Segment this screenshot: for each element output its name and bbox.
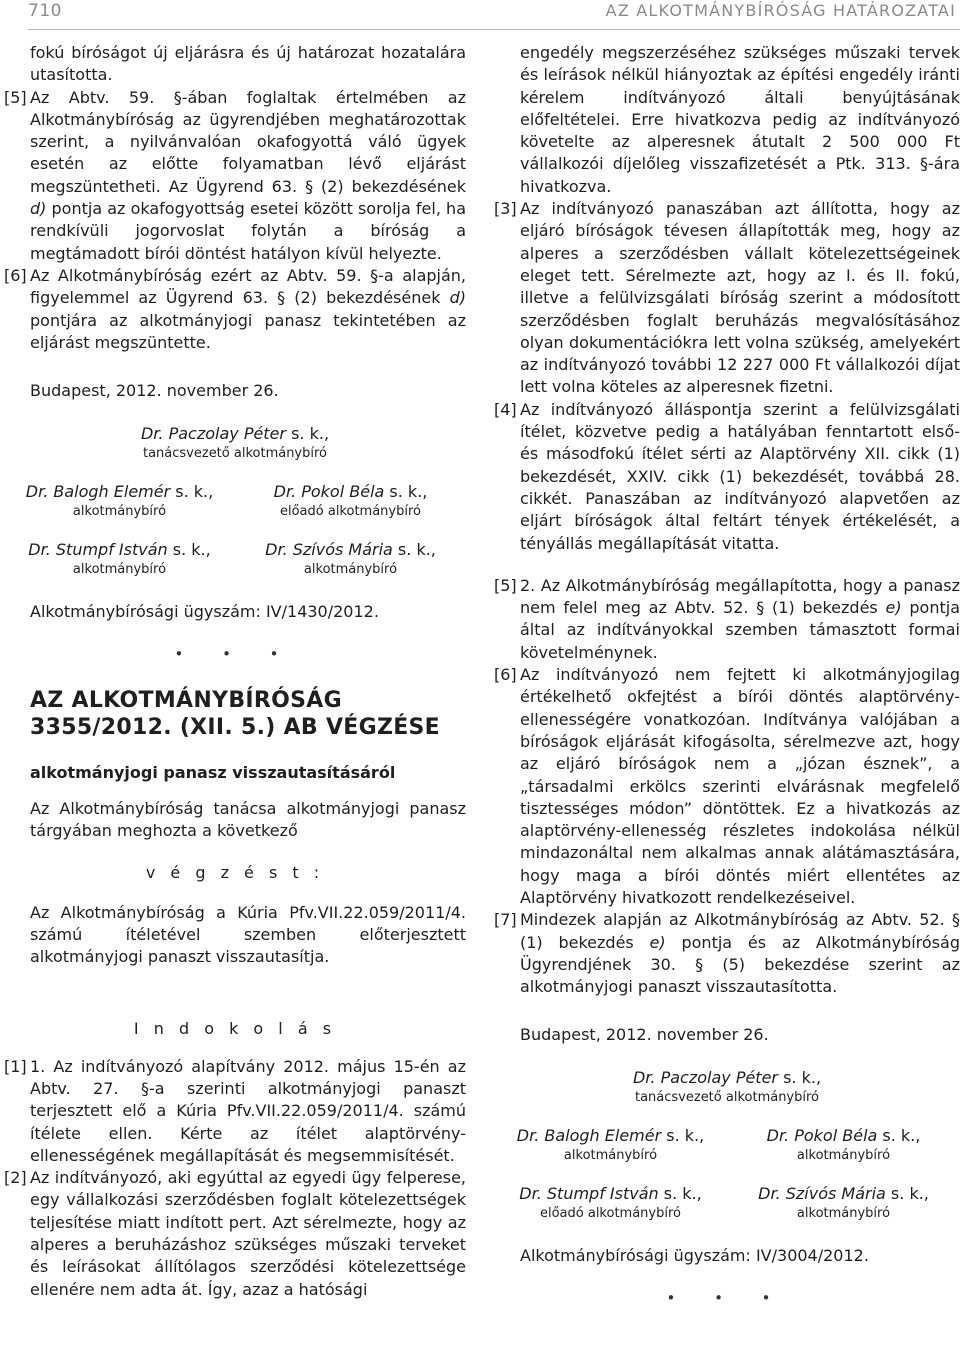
- paragraph-marker: [5]: [4, 87, 27, 107]
- header-rule: [28, 29, 960, 30]
- paragraph-marker: [7]: [494, 910, 517, 930]
- section-title-indokolas: I n d o k o l á s: [133, 1018, 337, 1038]
- continued-text: engedély megszerzéséhez szükséges műszaki tervek és leírások nélkül hiányoztak az építési engedély iránti kérelem indítványozó általi benyújtásának előfeltételei. Erre hivatkozva pedig az indítványozó követelte az alperesnek átutalt 2 500 000 Ft vállalkozói díjelőleg visszafizetését a Ptk. 313. §-ára hivatkozva.: [520, 43, 960, 196]
- paragraph-7: [7] Mindezek alapján az Alkotmánybíróság az Abtv. 52. § (1) bekezdés e) pontja és az Alkotmánybíróság Ügyrendjének 30. § (5) bekezdése szerint az alkotmányjogi panaszt visszautasította.: [494, 910, 960, 997]
- signature-judge: Dr. Szívós Mária s. k., alkotmánybíró: [758, 1184, 929, 1222]
- paragraph-marker: [6]: [4, 265, 27, 285]
- signature-block: [4, 424, 466, 580]
- case-number: Alkotmánybírósági ügyszám: IV/3004/2012.: [520, 1246, 869, 1266]
- signature-judge: Dr. Balogh Elemér s. k., alkotmánybíró: [516, 1126, 705, 1164]
- paragraph-marker: [5]: [494, 575, 517, 595]
- decision-text: Az Alkotmánybíróság a Kúria Pfv.VII.22.059/2011/4. számú ítéletével szemben előterjesztett alkotmányjogi panaszt visszautasítja.: [30, 902, 466, 967]
- section-separator: • • •: [174, 645, 296, 664]
- left-column: [4, 42, 466, 1301]
- signature-chair: Dr. Paczolay Péter s. k., tanácsvezető alkotmánybíró: [140, 424, 330, 462]
- paragraph-marker: [4]: [494, 399, 517, 419]
- signature-judge: Dr. Balogh Elemér s. k., alkotmánybíró: [25, 482, 214, 520]
- right-column: [494, 42, 960, 1307]
- signature-block: [494, 1068, 960, 1224]
- date-line: Budapest, 2012. november 26.: [520, 1025, 769, 1045]
- paragraph-6: [6] Az Alkotmánybíróság ezért az Abtv. 59. §-a alapján, figyelemmel az Ügyrend 63. § (2) bekezdésének d) pontjára az alkotmányjogi panasz tekintetében az eljárást megszüntette.: [4, 265, 466, 352]
- signature-judge: Dr. Pokol Béla s. k., alkotmánybíró: [766, 1126, 921, 1164]
- section-separator: • • •: [666, 1289, 788, 1308]
- running-title: AZ ALKOTMÁNYBÍRÓSÁG HATÁROZATAI: [605, 1, 956, 20]
- paragraph-5: [5] 2. Az Alkotmánybíróság megállapította, hogy a panasz nem felel meg az Abtv. 52. § (1) bekezdés e) pontja által az indítványokkal szemben támasztott formai követelménynek.: [494, 575, 960, 662]
- paragraph-6: [6] Az indítványozó nem fejtett ki alkotmányjogilag értékelhető okfejtést a bírói döntés alaptörvény-ellenességére vonatkozóan. Indítványa valójában a bíróságok eljárását kifogásolta, sérelmezve azt, hogy az eljáró bíróságok nem a „józan észnek”, a „társadalmi erkölcs szerinti elvárásnak megfelelő tisztességes módon” döntöttek. Ez a hivatkozás az alaptörvény-ellenesség részletes indokolása nélkül mindazonáltal nem alkalmas annak alátámasztására, hogy maga a bírói döntés miért ellentétes az Alaptörvény hivatkozott rendelkezéseivel.: [494, 665, 960, 907]
- continued-text: fokú bíróságot új eljárásra és új határozat hozatalára utasította.: [30, 43, 466, 85]
- page-header: [0, 0, 960, 30]
- signature-judge: Dr. Szívós Mária s. k., alkotmánybíró: [265, 540, 436, 578]
- paragraph-1: [1] 1. Az indítványozó alapítvány 2012. május 15-én az Abtv. 27. §-a szerinti alkotmányjogi panaszt terjesztett elő a Kúria Pfv.VII.22.059/2011/4. számú ítélete ellen. Kérte az ítélet alaptörvény-ellenességének megállapítását és megsemmisítését.: [4, 1056, 466, 1165]
- paragraph-2: [2] Az indítványozó, aki egyúttal az egyedi ügy felperese, egy vállalkozási szerződésben foglalt kötelezettségek teljesítése miatt indított pert. Azt sérelmezte, hogy az alperes a beruházáshoz szükséges műszaki terveket és leírásokat állítólagos szerződési kötelezettsége ellenére nem adta át. Így, azaz a hatósági: [4, 1168, 466, 1299]
- date-line: Budapest, 2012. november 26.: [30, 381, 279, 401]
- paragraph-marker: [3]: [494, 199, 517, 219]
- signature-judge: Dr. Pokol Béla s. k., előadó alkotmánybíró: [273, 482, 428, 520]
- intro-text: Az Alkotmánybíróság tanácsa alkotmányjogi panasz tárgyában meghozta a következő: [30, 799, 466, 841]
- signature-judge: Dr. Stumpf István s. k., alkotmánybíró: [28, 540, 211, 578]
- paragraph-4: [4] Az indítványozó álláspontja szerint a felülvizsgálati ítélet, közvetve pedig a hatályában fenntartott első- és másodfokú ítélet sérti az Alaptörvény XII. cikk (1) bekezdését, XXIV. cikk (1) bekezdését, továbbá 28. cikkét. Panaszában az indítványozó alapvetően az eljárt bíróságok által feltárt tények értékelését, a tényállás megállapítását vitatta.: [494, 399, 960, 553]
- signature-judge: Dr. Stumpf István s. k., előadó alkotmánybíró: [519, 1184, 702, 1222]
- decision-subheading: alkotmányjogi panasz visszautasításáról: [30, 763, 396, 783]
- paragraph-3: [3] Az indítványozó panaszában azt állította, hogy az eljáró bíróságok tévesen állapították meg, hogy az alperes a szerződésben vállalt kötelezettségeinek eleget tett. Sérelmezte azt, hogy az I. és II. fokú, illetve a felülvizsgálati bíróság szerint a módosított szerződésben foglalt beruházás megvalósításához olyan dokumentációkra lett volna szükség, amelyekért az indítványozó további 12 227 000 Ft vállalkozói díjat lett volna köteles az alperesnek fizetni.: [494, 199, 960, 397]
- paragraph-5: [5] Az Abtv. 59. §-ában foglaltak értelmében az Alkotmánybíróság az ügyrendjében meghatározottak szerint, a nyilvánvalóan okafogyottá váló ügyek esetén az előtte folyamatban lévő eljárást megszüntetheti. Az Ügyrend 63. § (2) bekezdésének d) pontja az okafogyottság esetei között sorolja fel, ha rendkívüli jogorvoslat folytán a bíróság a megtámadott bírói döntést hatályon kívül helyezte.: [4, 87, 466, 263]
- paragraph-marker: [2]: [4, 1168, 27, 1188]
- section-title-vegzes: v é g z é s t :: [145, 862, 325, 882]
- page-number: 710: [28, 1, 62, 21]
- decision-heading: AZ ALKOTMÁNYBÍRÓSÁG 3355/2012. (XII. 5.) AB VÉGZÉSE: [30, 688, 441, 741]
- paragraph-marker: [1]: [4, 1056, 27, 1076]
- paragraph-marker: [6]: [494, 665, 517, 685]
- case-number: Alkotmánybírósági ügyszám: IV/1430/2012.: [30, 602, 379, 622]
- signature-chair: Dr. Paczolay Péter s. k., tanácsvezető alkotmánybíró: [632, 1068, 822, 1106]
